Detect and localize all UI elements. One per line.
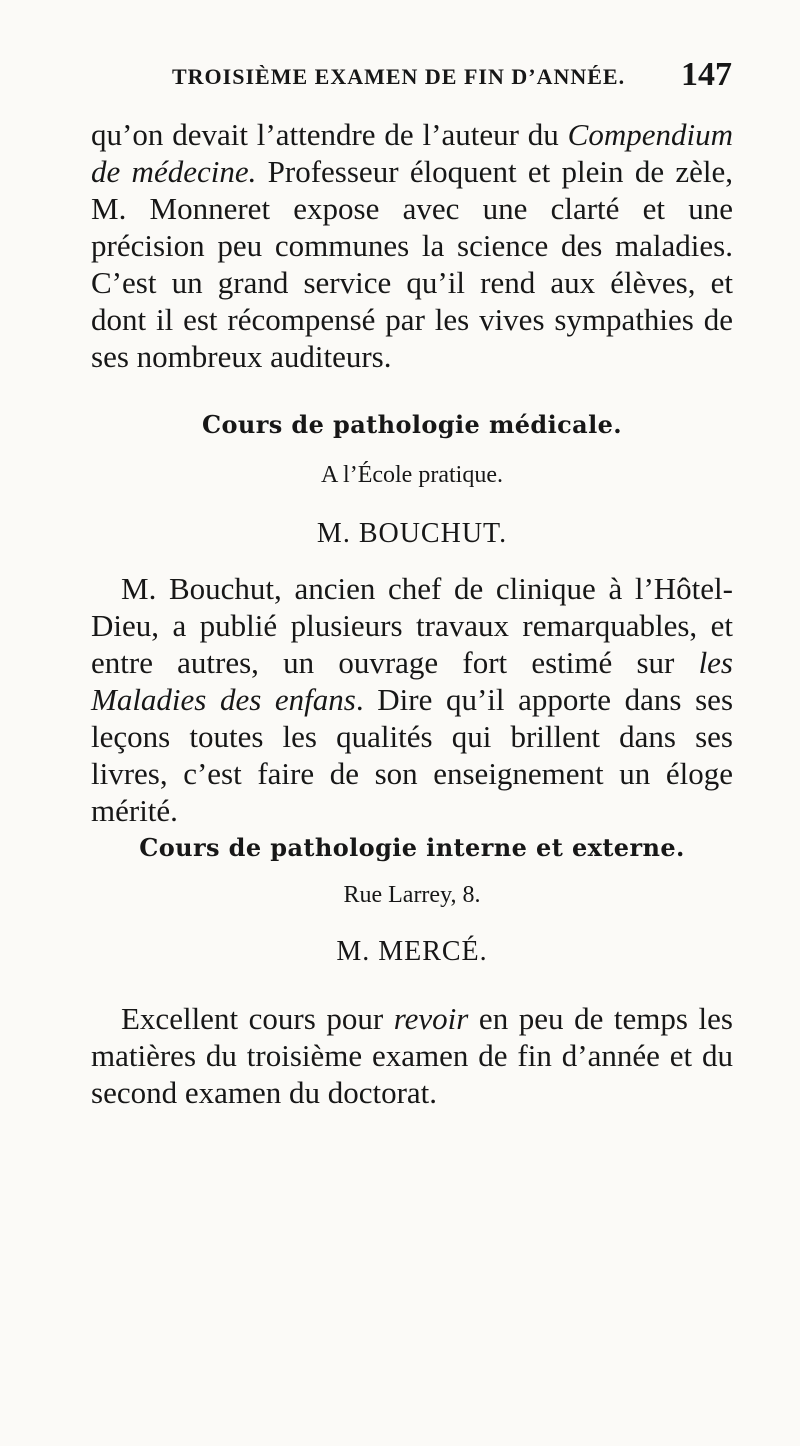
course1-text-start: M. Bouchut, ancien chef de clinique à l’Hôtel-Dieu, a publié plusieurs travaux remarquables, et entre autres, un ouvrage fort estimé sur xyxy=(91,571,733,680)
show-through-shadow-lower xyxy=(90,1120,740,1290)
course2-text-end: en peu de temps les matières du troisième examen de fin d’année et du second examen du doctorat. xyxy=(91,1001,733,1110)
intro-text-end: Professeur éloquent et plein de zèle, M. Monneret expose avec une clarté et une précision peu communes la science des maladies. C’est un grand service qu’il rend aux élèves, et dont il est récompensé par les vives sympathies de ses nombreux auditeurs. xyxy=(91,154,734,374)
intro-paragraph xyxy=(91,116,733,375)
intro-text-start: qu’on devait l’attendre de l’auteur du xyxy=(91,117,568,152)
page-header xyxy=(172,58,732,98)
running-title: TROISIÈME EXAMEN DE FIN D’ANNÉE. xyxy=(172,64,626,89)
course2-instructor: M. MERCÉ. xyxy=(336,936,488,967)
course2-italic-word: revoir xyxy=(393,1001,469,1036)
course2-heading: Cours de pathologie interne et externe. xyxy=(139,833,685,862)
course1-instructor: M. BOUCHUT. xyxy=(316,518,508,549)
intro-italic-title: Compendium de médecine. xyxy=(91,117,733,189)
course1-text-end: . Dire qu’il apporte dans ses leçons toutes les qualités qui brillent dans ses livres, c’est faire de son enseignement un éloge mérité. xyxy=(91,682,734,828)
course2-text-start: Excellent cours pour xyxy=(121,1001,394,1036)
course2-location: Rue Larrey, 8. xyxy=(343,882,481,908)
course1-italic-title: les Maladies des enfans xyxy=(91,645,733,717)
course2-paragraph xyxy=(91,1000,733,1111)
course1-paragraph xyxy=(91,570,733,829)
page-number: 147 xyxy=(681,56,732,93)
course1-heading: Cours de pathologie médicale. xyxy=(201,410,623,439)
course1-location: A l’École pratique. xyxy=(321,462,503,488)
